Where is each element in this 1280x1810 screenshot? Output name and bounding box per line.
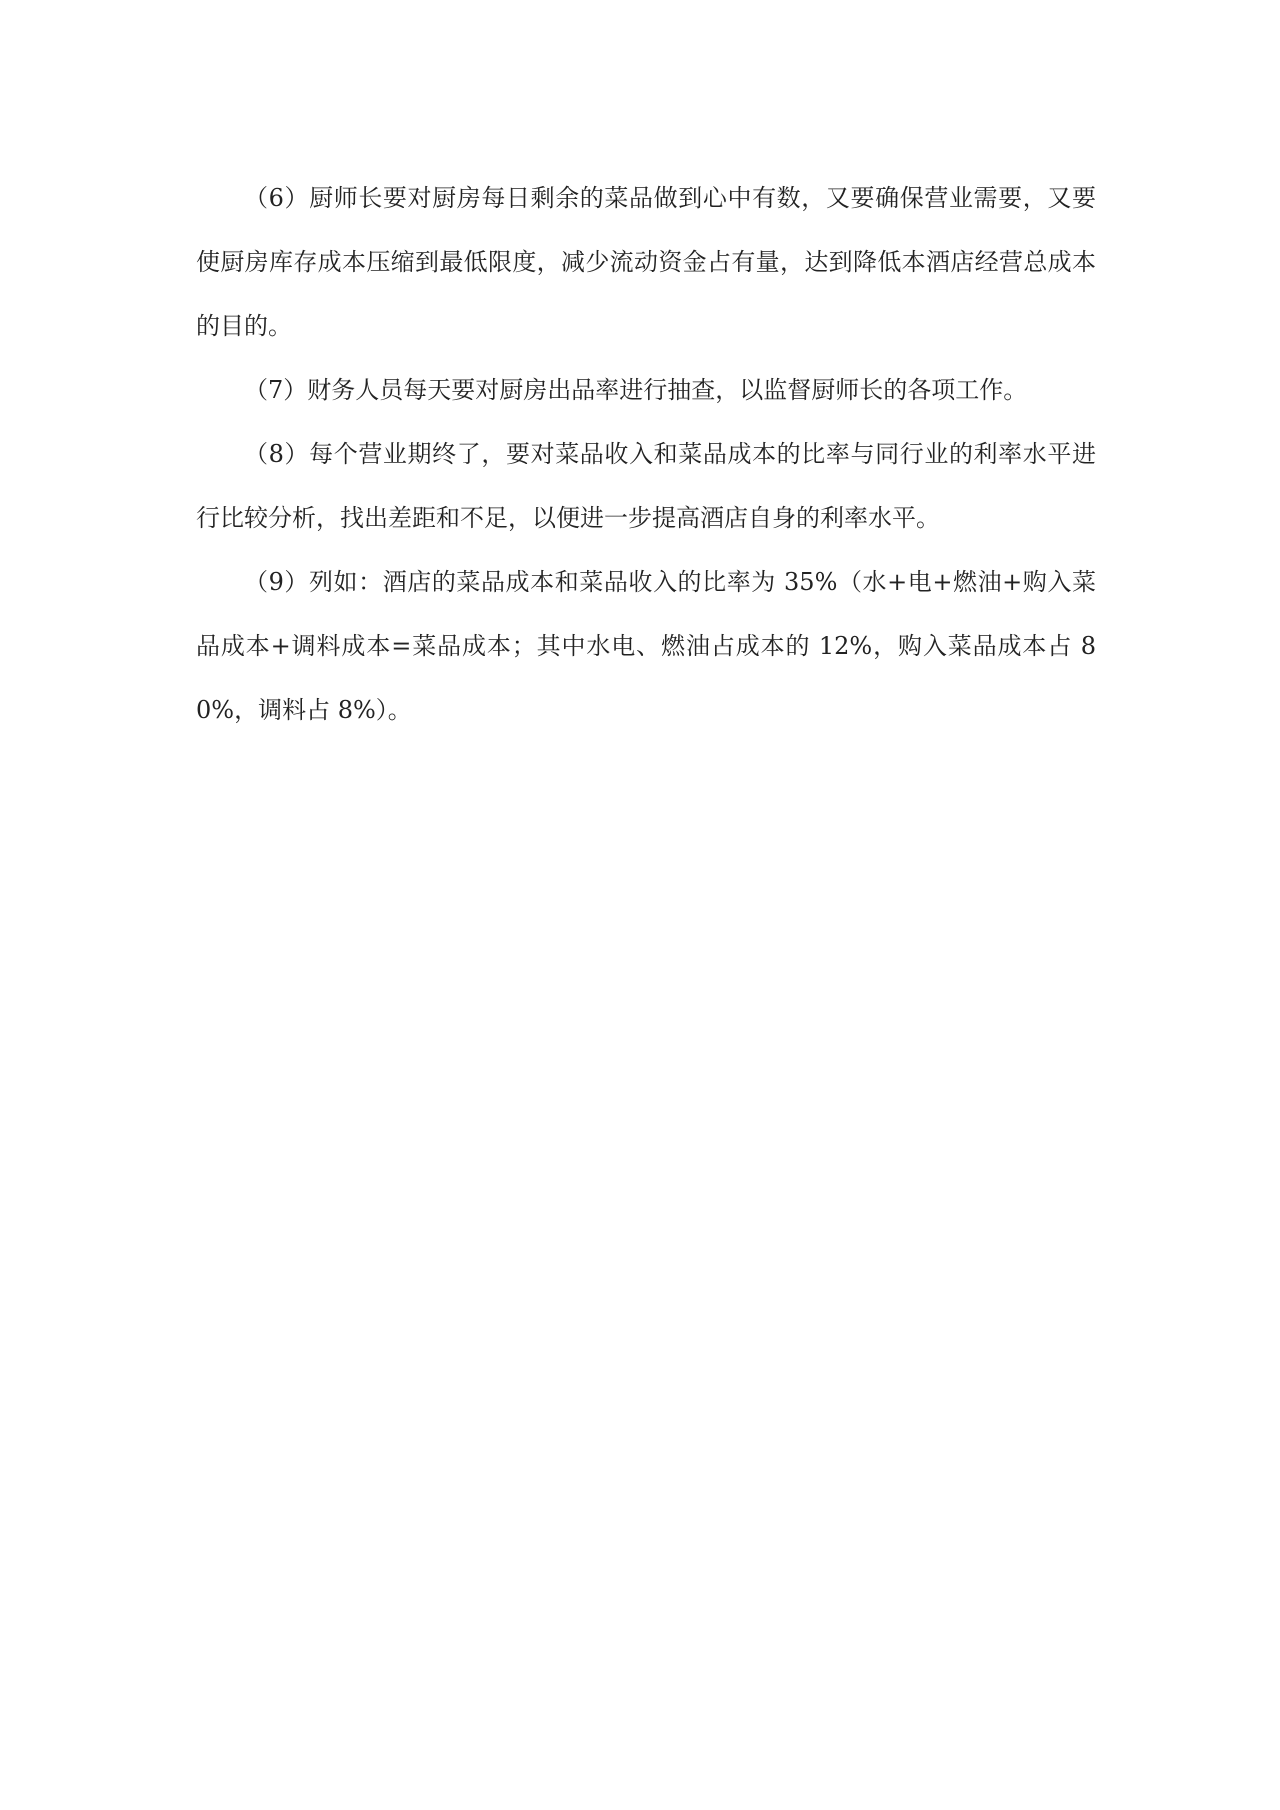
paragraph-7: （7）财务人员每天要对厨房出品率进行抽查，以监督厨师长的各项工作。 [244,376,1028,404]
paragraph-9: （9）列如：酒店的菜品成本和菜品收入的比率为 35%（水+电+燃油+购入菜品成本+调料成本=菜品成本；其中水电、燃油占成本的 12%，购入菜品成本占 80%，调料占 8%）。 [196,568,1096,724]
paragraph-8: （8）每个营业期终了，要对菜品收入和菜品成本的比率与同行业的利率水平进行比较分析，找出差距和不足，以便进一步提高酒店自身的利率水平。 [196,440,1096,532]
paragraph-6: （6）厨师长要对厨房每日剩余的菜品做到心中有数，又要确保营业需要，又要使厨房库存成本压缩到最低限度，减少流动资金占有量，达到降低本酒店经营总成本的目的。 [196,184,1096,340]
document-body [196,166,1096,742]
